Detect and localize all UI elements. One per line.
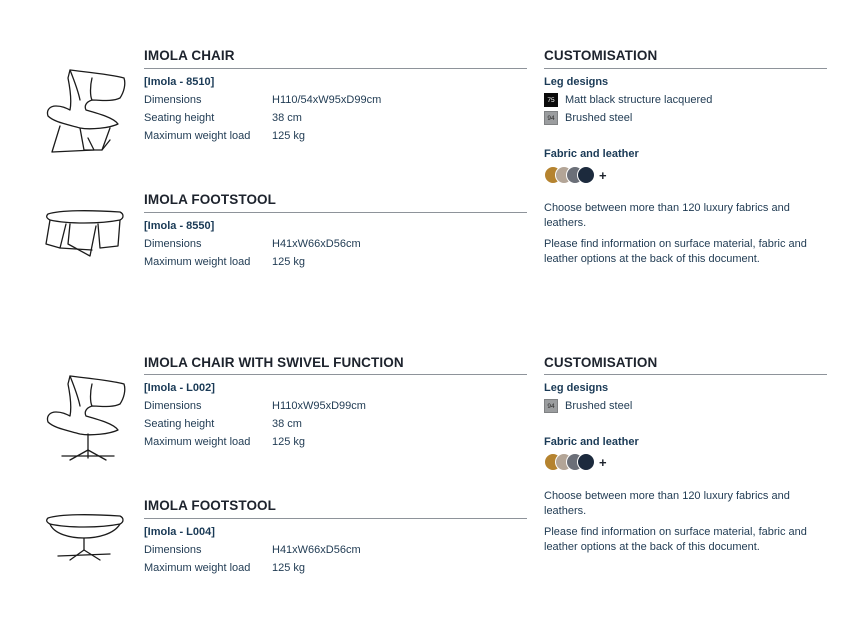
spec-label: Dimensions: [144, 94, 202, 106]
chair-illustration-icon: [40, 66, 130, 156]
leg-option-label: Brushed steel: [565, 400, 633, 412]
material-info: Please find information on surface material, fabric and leather options at the back of this document.: [544, 526, 807, 553]
leg-option: [544, 399, 632, 413]
spec-value: H110xW95xD99cm: [272, 400, 366, 412]
section-divider: [144, 374, 527, 375]
leg-designs-heading: Leg designs: [544, 76, 609, 88]
section-divider: [144, 518, 527, 519]
spec-label: Maximum weight load: [144, 436, 251, 448]
section-divider: [144, 68, 527, 69]
spec-value: H41xW66xD56cm: [272, 544, 361, 556]
customisation-title: CUSTOMISATION: [544, 355, 658, 370]
spec-value: 125 kg: [272, 130, 306, 142]
leg-option: [544, 93, 712, 107]
swivel-chair-illustration-icon: [40, 372, 130, 464]
spec-label: Dimensions: [144, 238, 202, 250]
spec-label: Dimensions: [144, 400, 202, 412]
swivel-footstool-illustration-icon: [40, 510, 130, 570]
fabric-heading: Fabric and leather: [544, 148, 639, 160]
material-info: Please find information on surface material, fabric and leather options at the back of this document.: [544, 238, 807, 265]
spec-value: 125 kg: [272, 256, 306, 268]
product-title: IMOLA FOOTSTOOL: [144, 192, 276, 207]
spec-label: Maximum weight load: [144, 256, 251, 268]
spec-value: 38 cm: [272, 418, 302, 430]
more-options-plus: +: [599, 167, 607, 183]
product-code: [Imola - 8550]: [144, 220, 215, 232]
more-options-plus: +: [599, 454, 607, 470]
leg-option-label: Matt black structure lacquered: [565, 94, 713, 106]
leg-swatch: 75: [544, 93, 558, 107]
spec-label: Seating height: [144, 112, 215, 124]
spec-value: 125 kg: [272, 436, 306, 448]
section-divider: [544, 374, 827, 375]
spec-label: Dimensions: [144, 544, 202, 556]
leg-swatch: 94: [544, 399, 558, 413]
fabric-swatches: [544, 453, 607, 471]
product-code: [Imola - L002]: [144, 382, 215, 394]
spec-value: 125 kg: [272, 562, 306, 574]
product-code: [Imola - 8510]: [144, 76, 215, 88]
spec-value: H41xW66xD56cm: [272, 238, 361, 250]
leg-swatch: 94: [544, 111, 558, 125]
section-divider: [144, 212, 527, 213]
fabric-description: Choose between more than 120 luxury fabrics and leathers.: [544, 202, 790, 229]
spec-label: Maximum weight load: [144, 562, 251, 574]
spec-label: Maximum weight load: [144, 130, 251, 142]
footstool-illustration-icon: [40, 204, 130, 264]
product-title: IMOLA CHAIR WITH SWIVEL FUNCTION: [144, 355, 404, 370]
leg-option: [544, 111, 632, 125]
fabric-heading: Fabric and leather: [544, 436, 639, 448]
spec-label: Seating height: [144, 418, 215, 430]
customisation-title: CUSTOMISATION: [544, 48, 658, 63]
product-title: IMOLA CHAIR: [144, 48, 235, 63]
spec-value: 38 cm: [272, 112, 302, 124]
fabric-swatch: [577, 166, 595, 184]
fabric-swatch: [577, 453, 595, 471]
leg-option-label: Brushed steel: [565, 112, 633, 124]
fabric-swatches: [544, 166, 607, 184]
section-divider: [544, 68, 827, 69]
product-code: [Imola - L004]: [144, 526, 215, 538]
product-title: IMOLA FOOTSTOOL: [144, 498, 276, 513]
fabric-description: Choose between more than 120 luxury fabrics and leathers.: [544, 490, 790, 517]
leg-designs-heading: Leg designs: [544, 382, 609, 394]
spec-value: H110/54xW95xD99cm: [272, 94, 382, 106]
